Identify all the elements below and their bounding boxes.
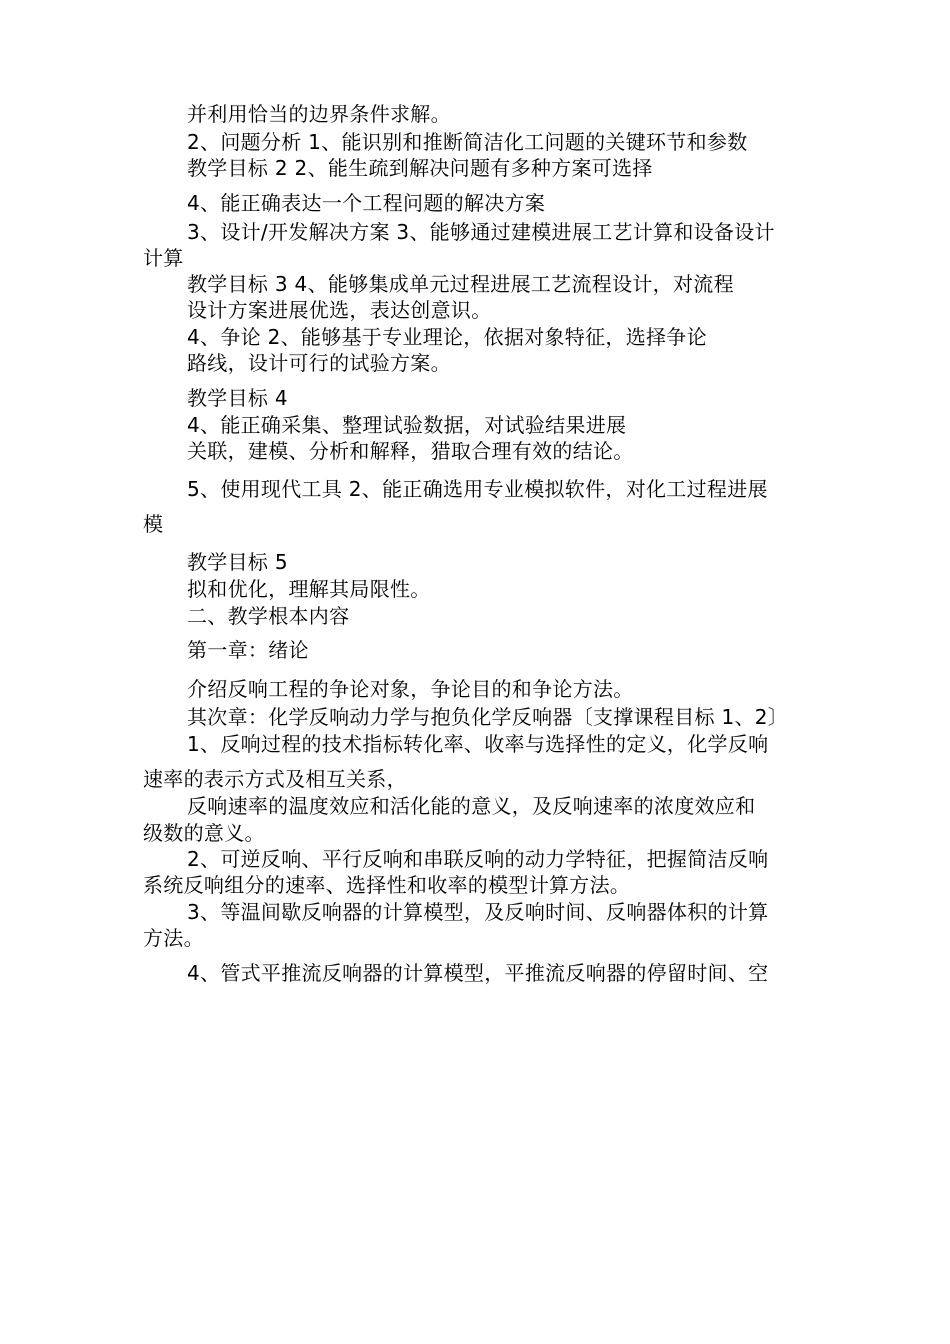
text-line: 计算	[143, 246, 184, 270]
text-line: 3、设计/开发解决方案 3、能够通过建模进展工艺计算和设备设计	[187, 220, 775, 244]
text-line: 路线，设计可行的试验方案。	[187, 351, 451, 375]
text-line: 设计方案进展优选，表达创意识。	[187, 298, 492, 322]
text-line: 级数的意义。	[143, 821, 265, 845]
text-line: 介绍反响工程的争论对象，争论目的和争论方法。	[187, 677, 634, 701]
text-line: 教学目标 4	[187, 386, 288, 410]
text-line: 拟和优化，理解其局限性。	[187, 577, 431, 601]
text-line: 1、反响过程的技术指标转化率、收率与选择性的定义，化学反响	[187, 732, 769, 756]
chapter-heading: 第一章：绪论	[187, 638, 309, 662]
text-line: 3、等温间歇反响器的计算模型，及反响时间、反响器体积的计算	[187, 900, 769, 924]
text-line: 模	[143, 512, 164, 536]
text-line: 教学目标 3 4、能够集成单元过程进展工艺流程设计，对流程	[187, 272, 734, 296]
text-line: 教学目标 5	[187, 550, 288, 574]
text-line: 反响速率的温度效应和活化能的意义，及反响速率的浓度效应和	[187, 794, 756, 818]
text-line: 2、问题分析 1、能识别和推断简洁化工问题的关键环节和参数	[187, 130, 748, 154]
text-line: 2、可逆反响、平行反响和串联反响的动力学特征，把握简洁反响	[187, 847, 769, 871]
text-line: 系统反响组分的速率、选择性和收率的模型计算方法。	[143, 873, 631, 897]
text-line: 速率的表示方式及相互关系，	[143, 767, 407, 791]
text-line: 4、争论 2、能够基于专业理论，依据对象特征，选择争论	[187, 325, 707, 349]
text-line: 4、能正确采集、整理试验数据，对试验结果进展	[187, 413, 627, 437]
text-line: 方法。	[143, 926, 204, 950]
text-line: 关联，建模、分析和解释，猎取合理有效的结论。	[187, 439, 634, 463]
section-heading: 二、教学根本内容	[187, 604, 350, 628]
text-line: 4、管式平推流反响器的计算模型，平推流反响器的停留时间、空	[187, 961, 769, 985]
text-line: 4、能正确表达一个工程问题的解决方案	[187, 191, 546, 215]
chapter-heading: 其次章：化学反响动力学与抱负化学反响器〔支撑课程目标 1、2〕	[187, 705, 789, 729]
text-line: 5、使用现代工具 2、能正确选用专业模拟软件，对化工过程进展	[187, 477, 768, 501]
text-line: 并利用恰当的边界条件求解。	[187, 102, 451, 126]
text-line: 教学目标 2 2、能生疏到解决问题有多种方案可选择	[187, 156, 653, 180]
